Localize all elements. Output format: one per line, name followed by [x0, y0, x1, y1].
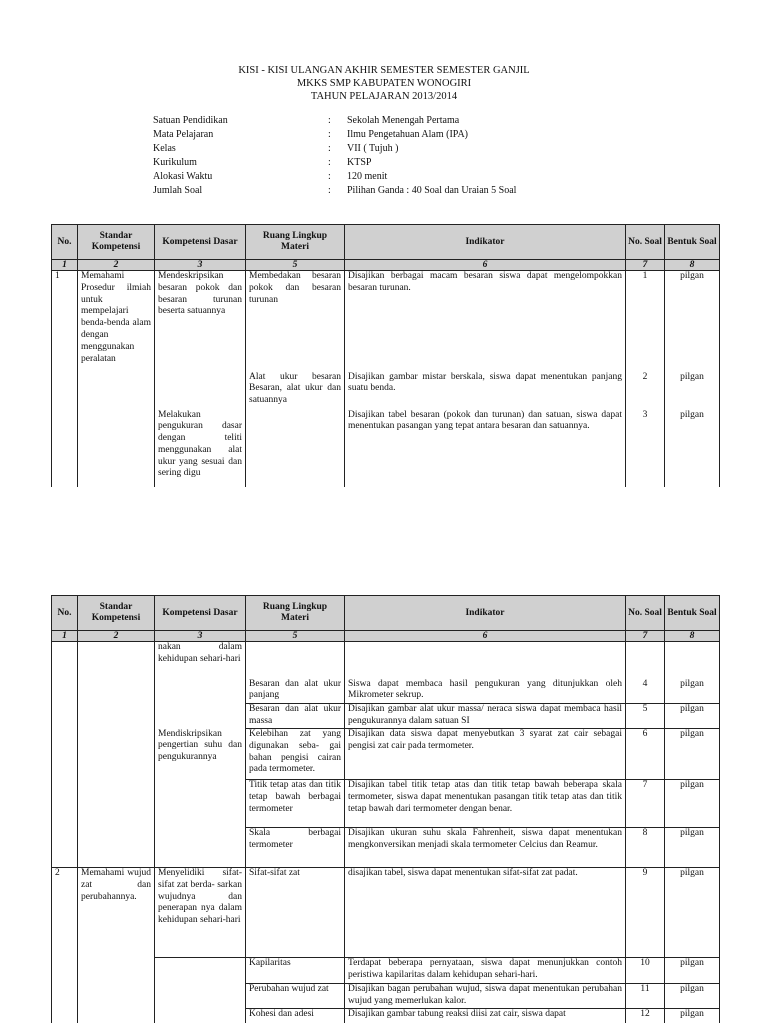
- column-number: 5: [246, 260, 345, 271]
- column-number: 3: [155, 260, 246, 271]
- table-row: [52, 271, 720, 372]
- cell-ruang-lingkup: Kapilaritas: [246, 958, 345, 984]
- col-header-ruang-lingkup: Ruang Lingkup Materi: [246, 596, 345, 631]
- col-header-no-soal: No. Soal: [626, 596, 665, 631]
- cell-no-soal: 7: [626, 780, 665, 828]
- cell-ruang-lingkup: Titik tetap atas dan titik tetap bawah berbagai termometer: [246, 780, 345, 828]
- cell-kompetensi-dasar: Mendiskripsikan pengertian suhu dan pengukurannya: [155, 729, 246, 868]
- cell-bentuk-soal: pilgan: [665, 679, 720, 704]
- col-header-kompetensi-dasar: Kompetensi Dasar: [155, 225, 246, 260]
- table-row: [52, 642, 720, 679]
- identity-label: Kelas: [153, 143, 176, 154]
- cell-kompetensi-dasar: Menyelidiki sifat-sifat zat berda- sarkan wujudnya dan penerapan nya dalam kehidupan sehari-hari: [155, 868, 246, 958]
- col-header-indikator: Indikator: [345, 225, 626, 260]
- identity-row: [153, 170, 516, 184]
- cell-no-soal: 1: [626, 271, 665, 372]
- identity-row: [153, 184, 516, 198]
- identity-label: Satuan Pendidikan: [153, 115, 228, 126]
- cell-no-soal: 9: [626, 868, 665, 958]
- table-row: [52, 780, 720, 828]
- cell-indikator: Disajikan bagan perubahan wujud, siswa dapat menentukan perubahan wujud yang memerlukan kalor.: [345, 984, 626, 1009]
- document-header: [0, 64, 768, 103]
- cell-indikator: Disajikan gambar tabung reaksi diisi zat cair, siswa dapat: [345, 1009, 626, 1023]
- col-header-bentuk-soal: Bentuk Soal: [665, 596, 720, 631]
- column-number: 1: [52, 631, 78, 642]
- cell-kompetensi-dasar: Mendeskripsikan besaran pokok dan besaran turunan beserta satuannya: [155, 271, 246, 410]
- doc-subtitle: MKKS SMP KABUPATEN WONOGIRI: [296, 78, 472, 89]
- identity-value: 120 menit: [347, 171, 388, 182]
- cell-bentuk-soal: pilgan: [665, 984, 720, 1009]
- table-header-row: [52, 225, 720, 260]
- col-header-standar-kompetensi: Standar Kompetensi: [78, 225, 155, 260]
- cell-indikator: disajikan tabel, siswa dapat menentukan sifat-sifat zat padat.: [345, 868, 626, 958]
- column-number: 8: [665, 260, 720, 271]
- identity-label: Alokasi Waktu: [153, 171, 213, 182]
- column-number: 1: [52, 260, 78, 271]
- cell-bentuk-soal: pilgan: [665, 729, 720, 780]
- identity-label: Jumlah Soal: [153, 185, 203, 196]
- cell-no-soal: 3: [626, 410, 665, 487]
- cell-indikator: Disajikan ukuran suhu skala Fahrenheit, siswa dapat menentukan mengkonversikan menjadi skala termometer Celcius dan Reamur.: [345, 828, 626, 868]
- col-header-kompetensi-dasar: Kompetensi Dasar: [155, 596, 246, 631]
- identity-colon: :: [328, 185, 331, 196]
- cell-kompetensi-dasar: nakan dalam kehidupan sehari-hari: [155, 642, 246, 679]
- cell-bentuk-soal: pilgan: [665, 372, 720, 410]
- cell-indikator: Disajikan tabel besaran (pokok dan turunan) dan satuan, siswa dapat menentukan pasangan yang tepat antara besaran dan satuannya.: [345, 410, 626, 487]
- cell-ruang-lingkup: Besaran dan alat ukur panjang: [246, 679, 345, 704]
- cell-no-soal: 2: [626, 372, 665, 410]
- identity-value: Pilihan Ganda : 40 Soal dan Uraian 5 Soal: [347, 185, 517, 196]
- cell-bentuk-soal: pilgan: [665, 958, 720, 984]
- cell-indikator: Siswa dapat membaca hasil pengukuran yang ditunjukkan oleh Mikrometer sekrup.: [345, 679, 626, 704]
- column-number: 7: [626, 260, 665, 271]
- cell-no-soal: 5: [626, 704, 665, 729]
- identity-colon: :: [328, 171, 331, 182]
- table-row: [52, 704, 720, 729]
- cell-ruang-lingkup: Kohesi dan adesi: [246, 1009, 345, 1023]
- cell-bentuk-soal: pilgan: [665, 271, 720, 372]
- col-header-no-soal: No. Soal: [626, 225, 665, 260]
- table-row: [52, 729, 720, 780]
- cell-indikator: Disajikan gambar mistar berskala, siswa dapat menentukan panjang suatu benda.: [345, 372, 626, 410]
- cell-bentuk-soal: pilgan: [665, 780, 720, 828]
- col-header-ruang-lingkup: Ruang Lingkup Materi: [246, 225, 345, 260]
- table-header-row: [52, 596, 720, 631]
- column-number: 6: [345, 260, 626, 271]
- col-header-no: No.: [52, 596, 78, 631]
- doc-title: KISI - KISI ULANGAN AKHIR SEMESTER SEMESTER GANJIL: [238, 65, 530, 76]
- identity-row: [153, 114, 516, 128]
- table-row: [52, 679, 720, 704]
- cell-standar-kompetensi: Memahami Prosedur ilmiah untuk mempelajari benda-benda alam dengan menggunakan peralatan: [78, 271, 155, 487]
- kisi-table-2: [51, 595, 720, 1023]
- cell-ruang-lingkup: Skala berbagai termometer: [246, 828, 345, 868]
- cell-ruang-lingkup: Membedakan besaran pokok dan besaran turunan: [246, 271, 345, 372]
- identity-row: [153, 142, 516, 156]
- identity-label: Kurikulum: [153, 157, 197, 168]
- table-row: [52, 828, 720, 868]
- col-header-standar-kompetensi: Standar Kompetensi: [78, 596, 155, 631]
- cell-bentuk-soal: pilgan: [665, 828, 720, 868]
- table-row: [52, 868, 720, 958]
- column-number-row: [52, 260, 720, 271]
- cell-no-soal: 4: [626, 679, 665, 704]
- cell-ruang-lingkup: Kelebihan zat yang digunakan seba- gai bahan pengisi cairan pada termometer.: [246, 729, 345, 780]
- col-header-indikator: Indikator: [345, 596, 626, 631]
- cell-bentuk-soal: pilgan: [665, 868, 720, 958]
- cell-standar-kompetensi: Memahami wujud zat dan perubahannya.: [78, 868, 155, 1023]
- column-number-row: [52, 631, 720, 642]
- col-header-bentuk-soal: Bentuk Soal: [665, 225, 720, 260]
- identity-block: [153, 114, 516, 198]
- cell-no-soal: 10: [626, 958, 665, 984]
- identity-value: VII ( Tujuh ): [347, 143, 399, 154]
- column-number: 6: [345, 631, 626, 642]
- kisi-table-1: [51, 224, 720, 487]
- cell-ruang-lingkup: Perubahan wujud zat: [246, 984, 345, 1009]
- cell-ruang-lingkup: Besaran dan alat ukur massa: [246, 704, 345, 729]
- cell-ruang-lingkup: Alat ukur besaran Besaran, alat ukur dan satuannya: [246, 372, 345, 487]
- cell-indikator: Disajikan berbagai macam besaran siswa dapat mengelompokkan besaran turunan.: [345, 271, 626, 372]
- column-number: 2: [78, 631, 155, 642]
- cell-indikator: Disajikan gambar alat ukur massa/ neraca siswa dapat membaca hasil pengukurannya dalam satuan SI: [345, 704, 626, 729]
- cell-ruang-lingkup: Sifat-sifat zat: [246, 868, 345, 958]
- column-number: 5: [246, 631, 345, 642]
- cell-bentuk-soal: pilgan: [665, 410, 720, 487]
- cell-bentuk-soal: pilgan: [665, 704, 720, 729]
- column-number: 2: [78, 260, 155, 271]
- cell-indikator: Terdapat beberapa pernyataan, siswa dapat menunjukkan contoh peristiwa kapilaritas dalam kehidupan sehari-hari.: [345, 958, 626, 984]
- cell-bentuk-soal: pilgan: [665, 1009, 720, 1023]
- doc-year: TAHUN PELAJARAN 2013/2014: [310, 91, 458, 102]
- cell-no-soal: 12: [626, 1009, 665, 1023]
- cell-kompetensi-dasar: Melakukan pengukuran dasar dengan teliti menggunakan alat ukur yang sesuai dan sering digu: [155, 410, 246, 487]
- identity-row: [153, 156, 516, 170]
- column-number: 3: [155, 631, 246, 642]
- col-header-no: No.: [52, 225, 78, 260]
- cell-indikator: Disajikan data siswa dapat menyebutkan 3 syarat zat cair sebagai pengisi zat cair pada termometer.: [345, 729, 626, 780]
- identity-value: Sekolah Menengah Pertama: [347, 115, 460, 126]
- identity-value: Ilmu Pengetahuan Alam (IPA): [347, 129, 469, 140]
- identity-colon: :: [328, 143, 331, 154]
- cell-no-soal: 11: [626, 984, 665, 1009]
- cell-indikator: Disajikan tabel titik tetap atas dan titik tetap bawah beberapa skala termometer, siswa dapat menentukan pasangan titik tetap atas dan titik tetap bawah dari termometer dengan benar.: [345, 780, 626, 828]
- cell-no-soal: 8: [626, 828, 665, 868]
- identity-colon: :: [328, 129, 331, 140]
- column-number: 8: [665, 631, 720, 642]
- identity-colon: :: [328, 115, 331, 126]
- column-number: 7: [626, 631, 665, 642]
- identity-row: [153, 128, 516, 142]
- cell-no: 1: [52, 271, 78, 372]
- cell-no: 2: [52, 868, 78, 958]
- identity-value: KTSP: [347, 157, 372, 168]
- identity-colon: :: [328, 157, 331, 168]
- cell-no-soal: 6: [626, 729, 665, 780]
- identity-label: Mata Pelajaran: [153, 129, 214, 140]
